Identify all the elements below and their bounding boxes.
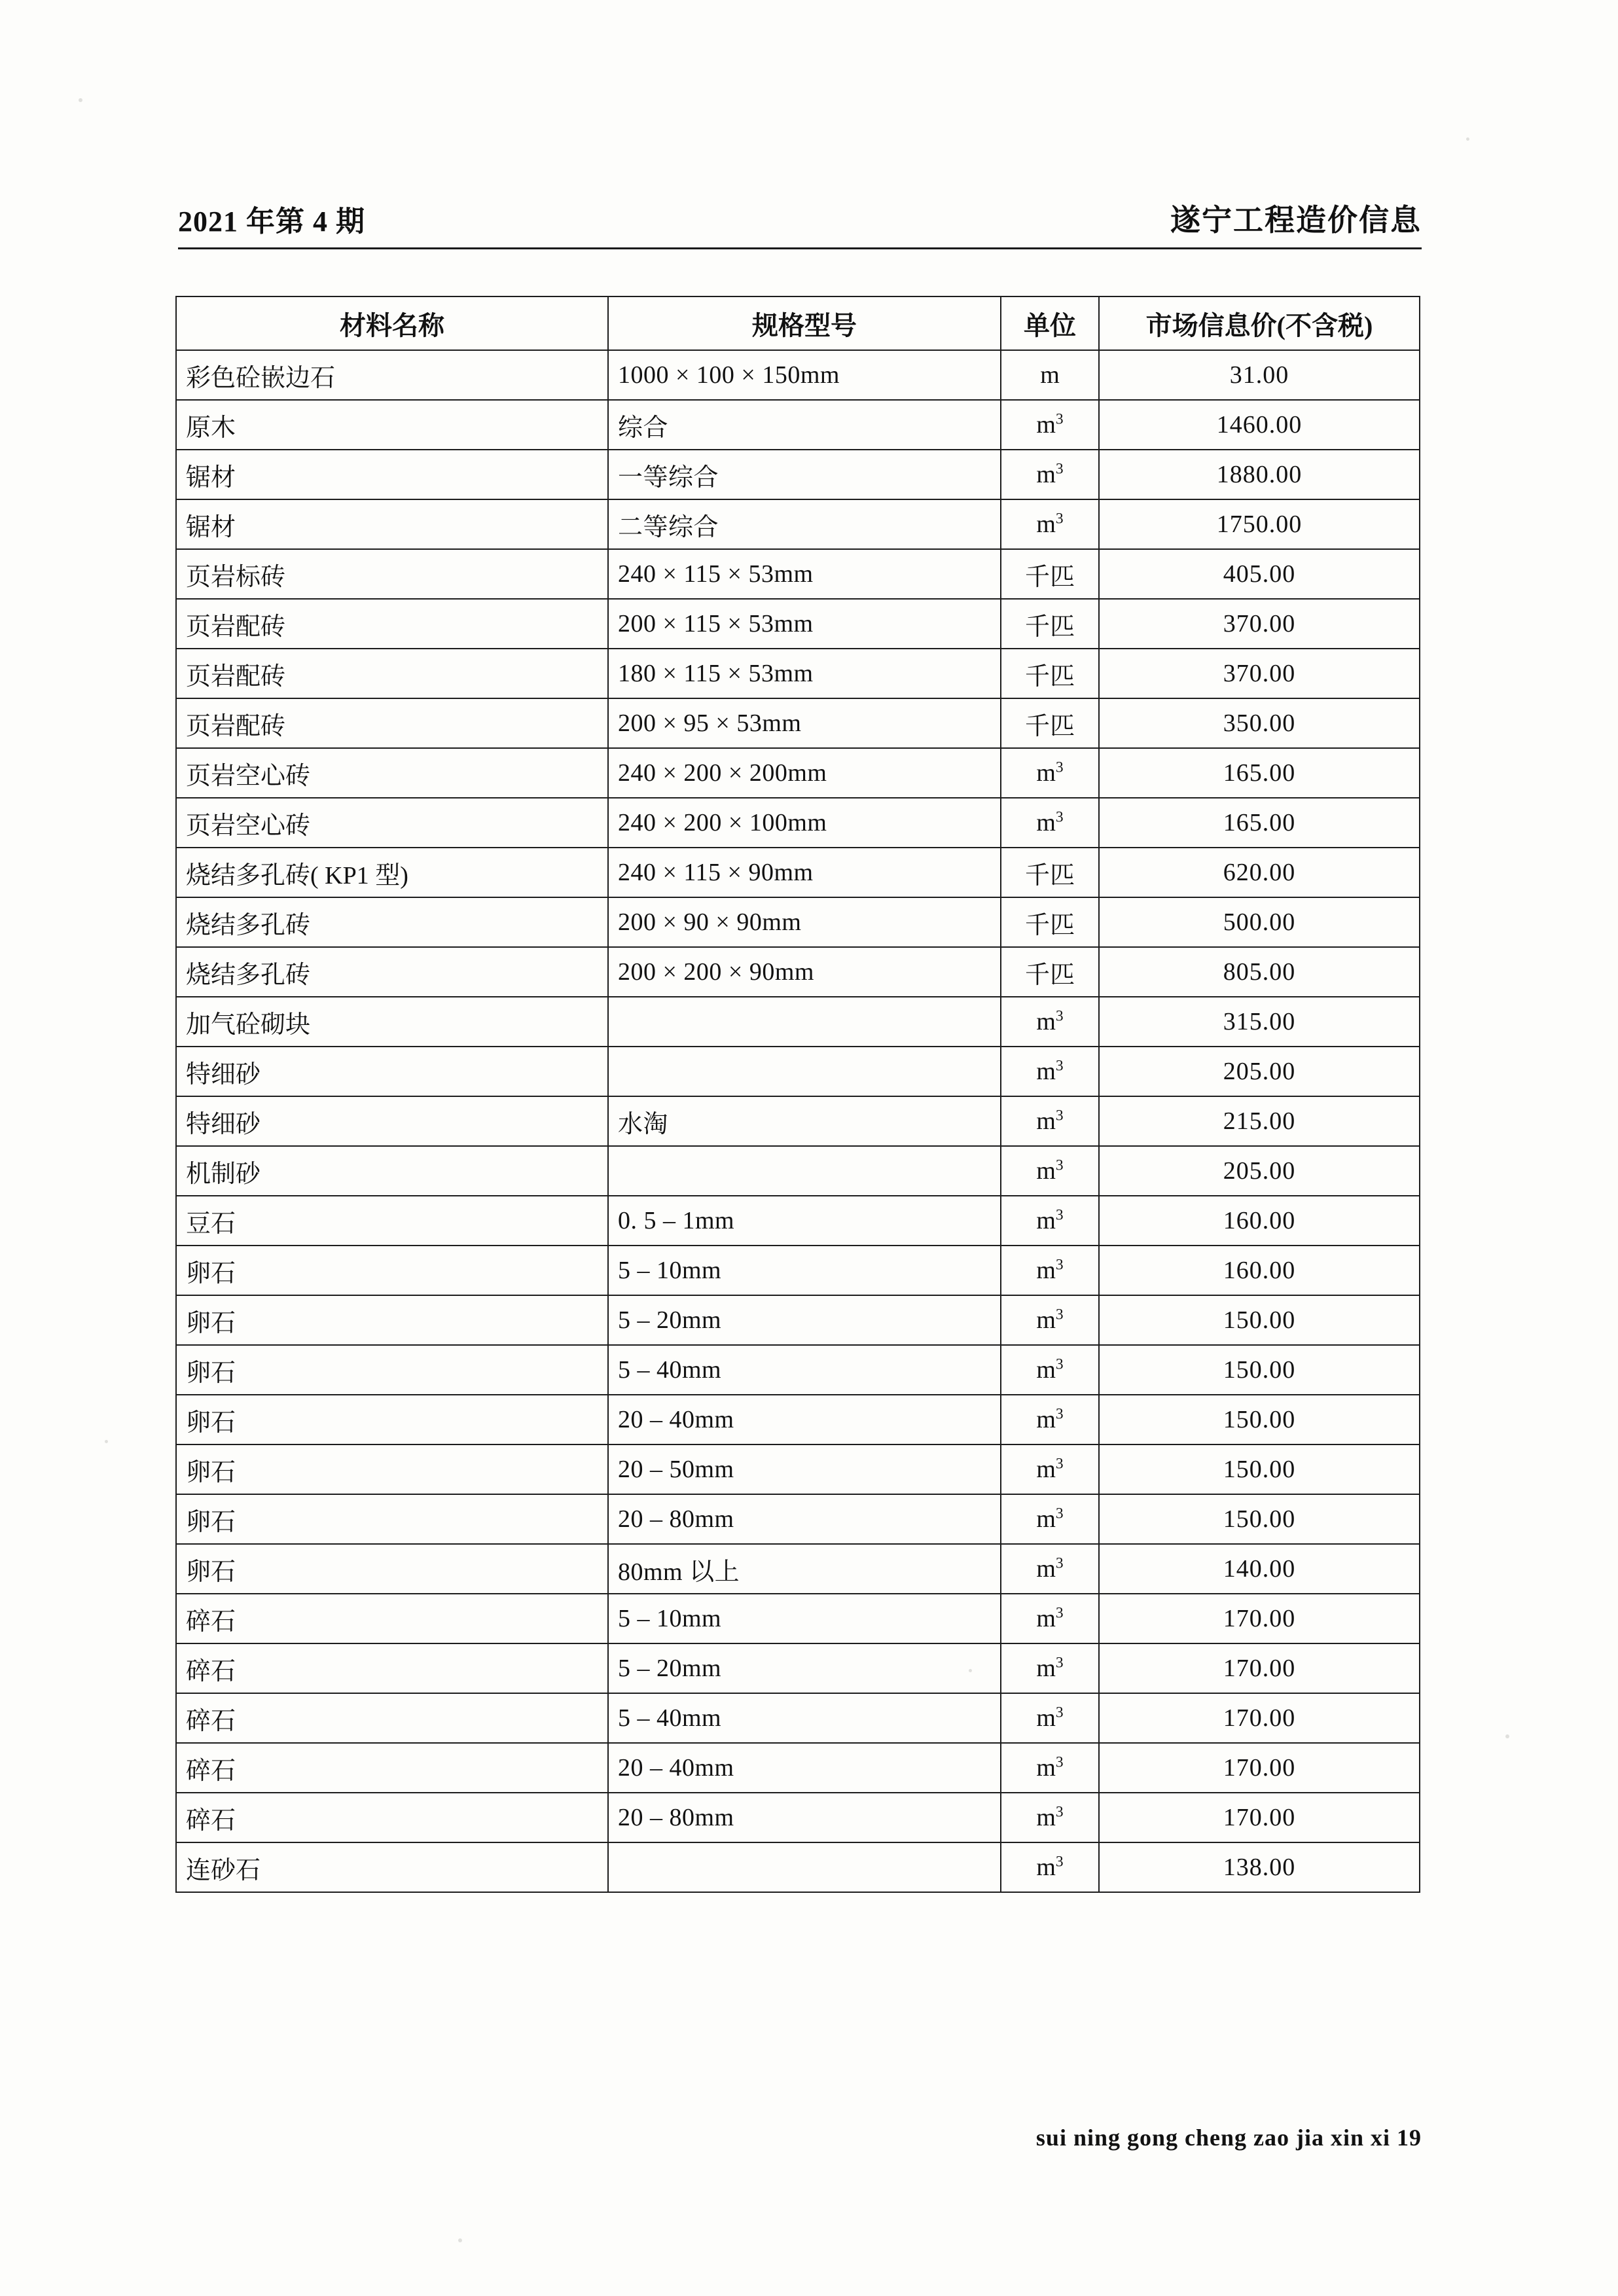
footer-pinyin: sui ning gong cheng zao jia xin xi 19 [1035,2125,1422,2151]
table-row [176,997,1420,1047]
cell-specification: 240 × 200 × 200mm [608,748,1001,798]
cell-material-name: 卵石 [176,1395,608,1444]
cell-material-name: 加气砼砌块 [176,997,608,1047]
cell-price: 350.00 [1099,698,1420,748]
cell-unit: $m^3$ [1001,1594,1099,1643]
table-row [176,599,1420,649]
table-row [176,1047,1420,1096]
cell-unit: $m^3$ [1001,1047,1099,1096]
cell-specification: 20 – 80mm [608,1793,1001,1842]
scan-speckle [105,1440,108,1443]
cell-price: 170.00 [1099,1793,1420,1842]
cell-price: 215.00 [1099,1096,1420,1146]
cell-specification: 240 × 115 × 53mm [608,549,1001,599]
cell-specification: 20 – 40mm [608,1395,1001,1444]
cell-price: 370.00 [1099,599,1420,649]
cell-material-name: 碎石 [176,1643,608,1693]
cell-unit: $m^3$ [1001,1793,1099,1842]
cell-specification [608,1842,1001,1892]
cell-material-name: 连砂石 [176,1842,608,1892]
scan-speckle [1505,1734,1509,1738]
cell-price: 205.00 [1099,1047,1420,1096]
cell-specification: 5 – 10mm [608,1594,1001,1643]
cell-material-name: 烧结多孔砖 [176,947,608,997]
cell-price: 315.00 [1099,997,1420,1047]
table-row [176,450,1420,499]
cell-specification: 1000 × 100 × 150mm [608,350,1001,400]
cell-material-name: 烧结多孔砖 [176,897,608,947]
cell-price: 140.00 [1099,1544,1420,1594]
cell-specification: 240 × 200 × 100mm [608,798,1001,848]
page-header [178,196,1422,240]
cell-unit: $m^3$ [1001,1544,1099,1594]
table-row [176,400,1420,450]
cell-specification: 水淘 [608,1096,1001,1146]
cell-unit: 千匹 [1001,897,1099,947]
cell-material-name: 特细砂 [176,1096,608,1146]
table-row [176,1842,1420,1892]
cell-price: 160.00 [1099,1196,1420,1246]
material-price-table [175,296,1420,1893]
table-row [176,848,1420,897]
cell-price: 620.00 [1099,848,1420,897]
cell-material-name: 页岩配砖 [176,698,608,748]
table-row [176,1246,1420,1295]
cell-material-name: 页岩标砖 [176,549,608,599]
table-row [176,1693,1420,1743]
cell-unit: $m^3$ [1001,1743,1099,1793]
cell-price: 205.00 [1099,1146,1420,1196]
scan-speckle [1466,137,1469,141]
cell-material-name: 碎石 [176,1793,608,1842]
cell-specification: 240 × 115 × 90mm [608,848,1001,897]
cell-unit: $m^3$ [1001,798,1099,848]
table-header-row [176,296,1420,350]
cell-material-name: 卵石 [176,1345,608,1395]
scan-speckle [458,2238,462,2242]
table-row [176,1793,1420,1842]
cell-specification: 一等综合 [608,450,1001,499]
cell-unit: 千匹 [1001,698,1099,748]
cell-material-name: 卵石 [176,1494,608,1544]
column-header-name: 材料名称 [176,296,608,350]
cell-unit: $m^3$ [1001,1395,1099,1444]
cell-price: 165.00 [1099,798,1420,848]
issue-label: 2021 年第 4 期 [178,206,365,238]
cell-price: 500.00 [1099,897,1420,947]
cell-price: 170.00 [1099,1594,1420,1643]
cell-specification: 0. 5 – 1mm [608,1196,1001,1246]
cell-material-name: 页岩配砖 [176,649,608,698]
cell-specification: 5 – 40mm [608,1345,1001,1395]
table-body [176,350,1420,1892]
cell-material-name: 页岩空心砖 [176,798,608,848]
cell-specification: 5 – 10mm [608,1246,1001,1295]
cell-specification: 80mm 以上 [608,1544,1001,1594]
cell-price: 170.00 [1099,1693,1420,1743]
cell-specification: 5 – 20mm [608,1643,1001,1693]
cell-unit: $m^3$ [1001,1295,1099,1345]
column-header-price: 市场信息价(不含税) [1099,296,1420,350]
cell-material-name: 页岩配砖 [176,599,608,649]
cell-price: 138.00 [1099,1842,1420,1892]
cell-material-name: 豆石 [176,1196,608,1246]
cell-price: 170.00 [1099,1743,1420,1793]
cell-price: 405.00 [1099,549,1420,599]
cell-price: 1460.00 [1099,400,1420,450]
cell-material-name: 烧结多孔砖( KP1 型) [176,848,608,897]
cell-specification: 5 – 20mm [608,1295,1001,1345]
cell-specification [608,1146,1001,1196]
table-row [176,698,1420,748]
cell-unit: $m^3$ [1001,450,1099,499]
column-header-unit: 单位 [1001,296,1099,350]
table-row [176,1494,1420,1544]
cell-price: 150.00 [1099,1395,1420,1444]
cell-specification: 二等综合 [608,499,1001,549]
cell-specification: 综合 [608,400,1001,450]
cell-unit: $m^3$ [1001,1494,1099,1544]
cell-price: 150.00 [1099,1295,1420,1345]
cell-price: 31.00 [1099,350,1420,400]
cell-material-name: 机制砂 [176,1146,608,1196]
table-row [176,1444,1420,1494]
cell-material-name: 彩色砼嵌边石 [176,350,608,400]
cell-specification: 20 – 80mm [608,1494,1001,1544]
cell-unit: 千匹 [1001,848,1099,897]
cell-material-name: 碎石 [176,1743,608,1793]
cell-unit: 千匹 [1001,649,1099,698]
table-row [176,1643,1420,1693]
scan-speckle [79,98,82,102]
table-row [176,1295,1420,1345]
table-row [176,499,1420,549]
table-row [176,1146,1420,1196]
cell-price: 805.00 [1099,947,1420,997]
table-row [176,1096,1420,1146]
cell-specification: 200 × 200 × 90mm [608,947,1001,997]
cell-price: 1880.00 [1099,450,1420,499]
table-row [176,947,1420,997]
cell-unit: $m^3$ [1001,1842,1099,1892]
column-header-spec: 规格型号 [608,296,1001,350]
cell-unit: $m^3$ [1001,1693,1099,1743]
header-divider [178,247,1422,249]
cell-unit: m [1001,350,1099,400]
table-row [176,798,1420,848]
cell-price: 150.00 [1099,1494,1420,1544]
cell-material-name: 特细砂 [176,1047,608,1096]
cell-price: 1750.00 [1099,499,1420,549]
cell-unit: 千匹 [1001,947,1099,997]
cell-unit: $m^3$ [1001,499,1099,549]
cell-unit: $m^3$ [1001,1246,1099,1295]
table-row [176,649,1420,698]
cell-specification: 180 × 115 × 53mm [608,649,1001,698]
table-row [176,748,1420,798]
table-row [176,1594,1420,1643]
cell-material-name: 锯材 [176,499,608,549]
cell-unit: $m^3$ [1001,1146,1099,1196]
table-row [176,1743,1420,1793]
cell-material-name: 卵石 [176,1544,608,1594]
cell-unit: $m^3$ [1001,997,1099,1047]
table-row [176,897,1420,947]
cell-unit: $m^3$ [1001,1345,1099,1395]
cell-unit: 千匹 [1001,549,1099,599]
table-row [176,1395,1420,1444]
cell-price: 160.00 [1099,1246,1420,1295]
price-table-container [175,296,1419,1893]
table-row [176,1544,1420,1594]
cell-specification: 20 – 50mm [608,1444,1001,1494]
cell-material-name: 碎石 [176,1594,608,1643]
cell-material-name: 卵石 [176,1444,608,1494]
cell-price: 370.00 [1099,649,1420,698]
cell-material-name: 页岩空心砖 [176,748,608,798]
cell-specification: 20 – 40mm [608,1743,1001,1793]
cell-material-name: 卵石 [176,1295,608,1345]
cell-unit: $m^3$ [1001,1096,1099,1146]
table-row [176,350,1420,400]
cell-price: 150.00 [1099,1444,1420,1494]
cell-specification: 200 × 115 × 53mm [608,599,1001,649]
cell-price: 150.00 [1099,1345,1420,1395]
cell-specification [608,997,1001,1047]
cell-specification: 5 – 40mm [608,1693,1001,1743]
cell-unit: $m^3$ [1001,1643,1099,1693]
cell-price: 165.00 [1099,748,1420,798]
cell-unit: $m^3$ [1001,1196,1099,1246]
cell-specification [608,1047,1001,1096]
cell-material-name: 锯材 [176,450,608,499]
cell-unit: $m^3$ [1001,748,1099,798]
cell-price: 170.00 [1099,1643,1420,1693]
cell-unit: 千匹 [1001,599,1099,649]
cell-material-name: 碎石 [176,1693,608,1743]
cell-material-name: 卵石 [176,1246,608,1295]
cell-unit: $m^3$ [1001,400,1099,450]
table-row [176,1345,1420,1395]
table-row [176,549,1420,599]
cell-material-name: 原木 [176,400,608,450]
cell-specification: 200 × 95 × 53mm [608,698,1001,748]
publication-title: 遂宁工程造价信息 [1170,204,1422,237]
cell-unit: $m^3$ [1001,1444,1099,1494]
table-row [176,1196,1420,1246]
cell-specification: 200 × 90 × 90mm [608,897,1001,947]
